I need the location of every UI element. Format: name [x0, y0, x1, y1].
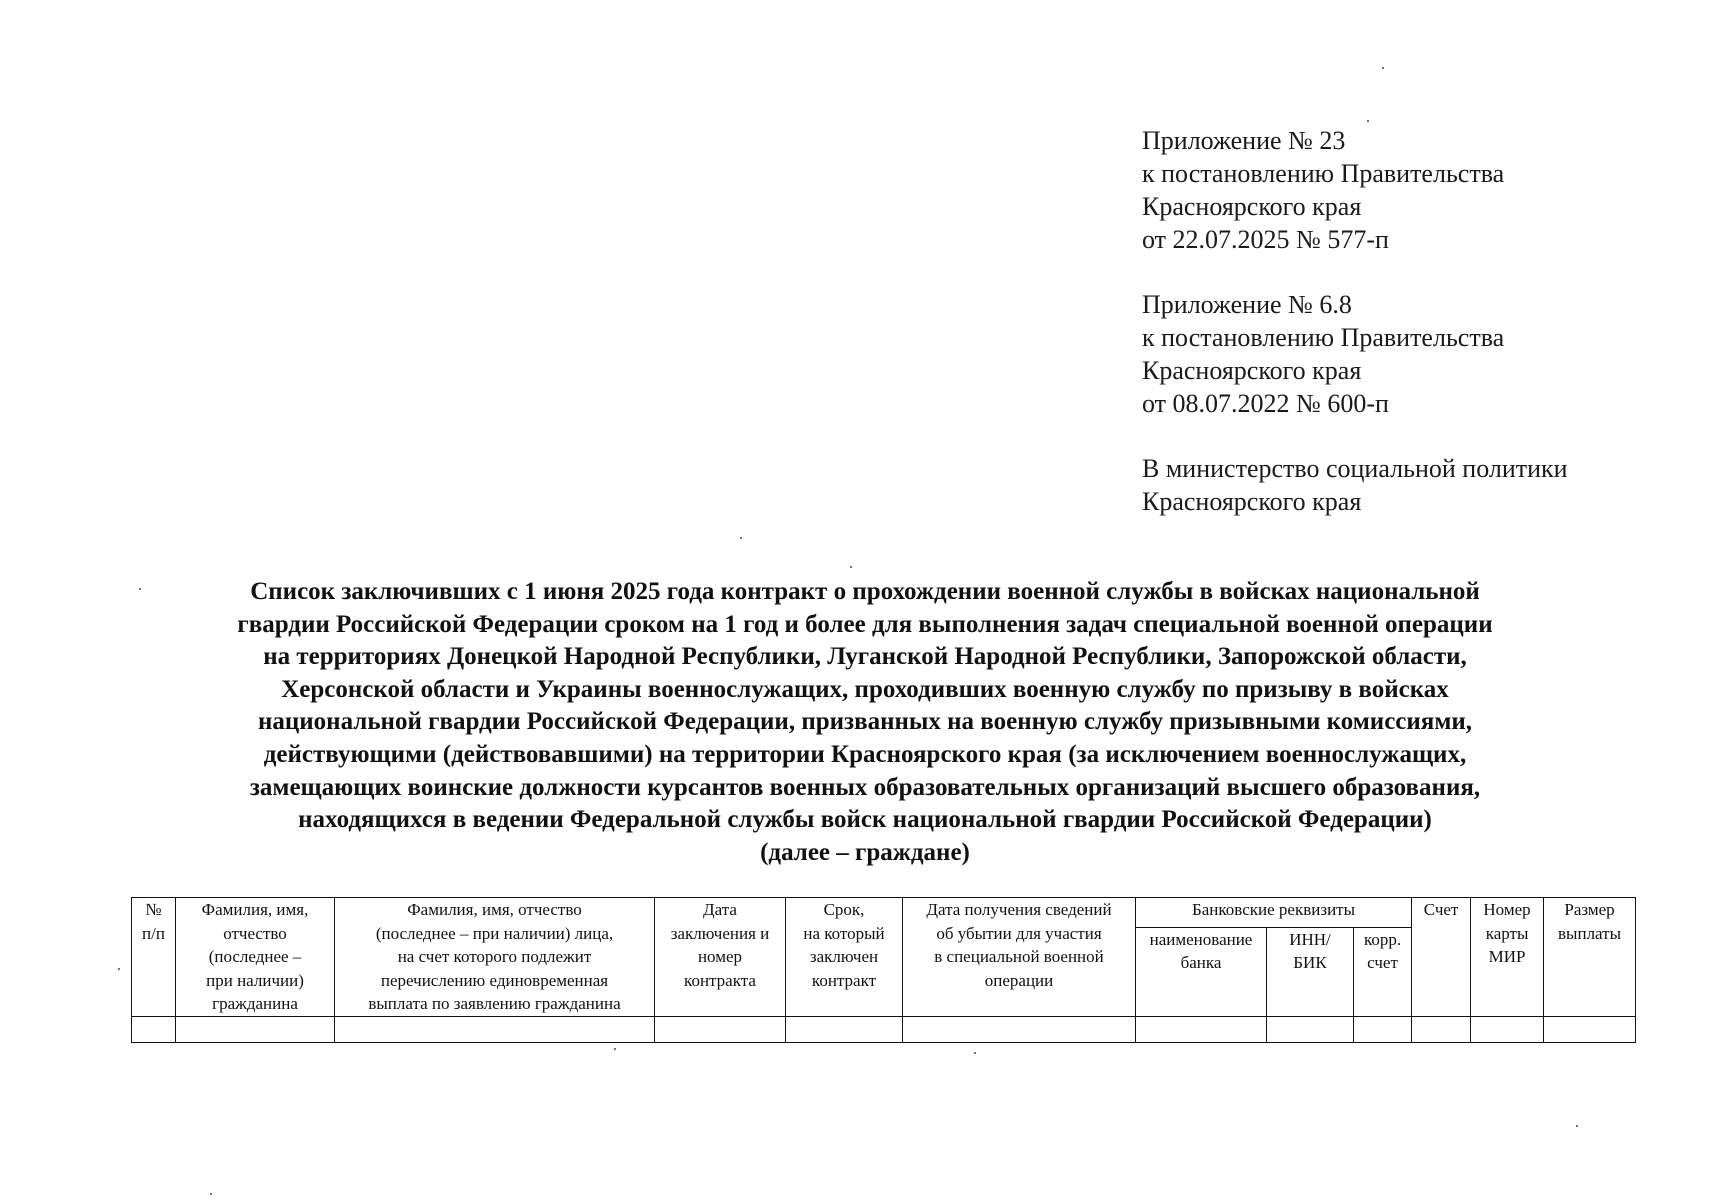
scan-speck [1382, 67, 1384, 69]
appendix-line: к постановлению Правительства [1142, 159, 1505, 188]
table-cell[interactable] [1136, 1016, 1267, 1042]
table-cell[interactable] [1412, 1016, 1471, 1042]
scan-speck [118, 968, 120, 970]
header-payment-amount: Размер выплаты [1544, 898, 1636, 1017]
appendix-line: от 08.07.2022 № 600-п [1142, 389, 1389, 418]
header-mir-card: Номер карты МИР [1471, 898, 1544, 1017]
citizens-list-table [131, 897, 1636, 1043]
title-line: замещающих воинские должности курсантов военных образовательных организаций высшего образования, [249, 773, 1481, 801]
table-cell[interactable] [1267, 1016, 1354, 1042]
title-line: (далее – граждане) [760, 838, 970, 866]
header-corr-account: корр. счет [1354, 927, 1412, 1016]
table-cell[interactable] [132, 1016, 176, 1042]
appendix-line: к постановлению Правительства [1142, 323, 1505, 352]
appendix-line: Приложение № 6.8 [1142, 290, 1352, 319]
header-contract-date: Дата заключения и номер контракта [655, 898, 786, 1017]
header-payee-name: Фамилия, имя, отчество (последнее – при наличии) лица, на счет которого подлежит перечислению единовременная выплата по заявлению гражданина [335, 898, 655, 1017]
addressee-line: В министерство социальной политики [1142, 454, 1568, 483]
title-line: на территориях Донецкой Народной Республики, Луганской Народной Республики, Запорожской области, [263, 643, 1467, 671]
table-cell[interactable] [1544, 1016, 1636, 1042]
header-num: № п/п [132, 898, 176, 1017]
header-citizen-name: Фамилия, имя, отчество (последнее – при наличии) гражданина [176, 898, 335, 1017]
table-cell[interactable] [655, 1016, 786, 1042]
table-cell[interactable] [335, 1016, 655, 1042]
scan-speck [1576, 1125, 1578, 1127]
header-departure-info: Дата получения сведений об убытии для участия в специальной военной операции [903, 898, 1136, 1017]
scan-speck [850, 566, 852, 568]
header-bank-name: наименование банка [1136, 927, 1267, 1016]
title-line: национальной гвардии Российской Федерации, призванных на военную службу призывными комиссиями, [257, 708, 1473, 736]
title-line: находящихся в ведении Федеральной службы войск национальной гвардии Российской Федерации) [298, 806, 1432, 834]
appendix-line: от 22.07.2025 № 577-п [1142, 225, 1389, 254]
scan-speck [614, 1048, 616, 1050]
table-cell[interactable] [903, 1016, 1136, 1042]
scan-speck [210, 1193, 212, 1195]
header-term: Срок, на который заключен контракт [786, 898, 903, 1017]
appendix-line: Красноярского края [1142, 356, 1362, 385]
title-line: Херсонской области и Украины военнослужащих, проходивших военную службу по призыву в войсках [281, 675, 1449, 703]
title-line: Список заключивших с 1 июня 2025 года контракт о прохождении военной службы в войсках национальной [250, 578, 1480, 605]
title-line: действующими (действовавшими) на территории Красноярского края (за исключением военнослужащих, [263, 740, 1467, 768]
addressee-line: Красноярского края [1142, 487, 1362, 516]
table-header-row [132, 898, 1636, 928]
appendix-line: Красноярского края [1142, 192, 1362, 221]
table-cell[interactable] [1354, 1016, 1412, 1042]
scan-speck [974, 1052, 976, 1054]
appendix-6-8-header [1142, 288, 1504, 420]
scan-speck [1367, 120, 1369, 122]
table-cell[interactable] [1471, 1016, 1544, 1042]
document-title [140, 576, 1590, 869]
scan-speck [740, 537, 742, 539]
appendix-23-header [1142, 124, 1504, 256]
title-line: гвардии Российской Федерации сроком на 1 год и более для выполнения задач специальной военной операции [237, 610, 1493, 638]
appendix-line: Приложение № 23 [1142, 126, 1346, 155]
table-row [132, 1016, 1636, 1042]
scan-speck [139, 588, 141, 590]
table-cell[interactable] [786, 1016, 903, 1042]
addressee-block [1142, 452, 1568, 518]
header-bank-details: Банковские реквизиты [1136, 898, 1412, 928]
table-cell[interactable] [176, 1016, 335, 1042]
header-inn-bik: ИНН/ БИК [1267, 927, 1354, 1016]
header-account: Счет [1412, 898, 1471, 1017]
